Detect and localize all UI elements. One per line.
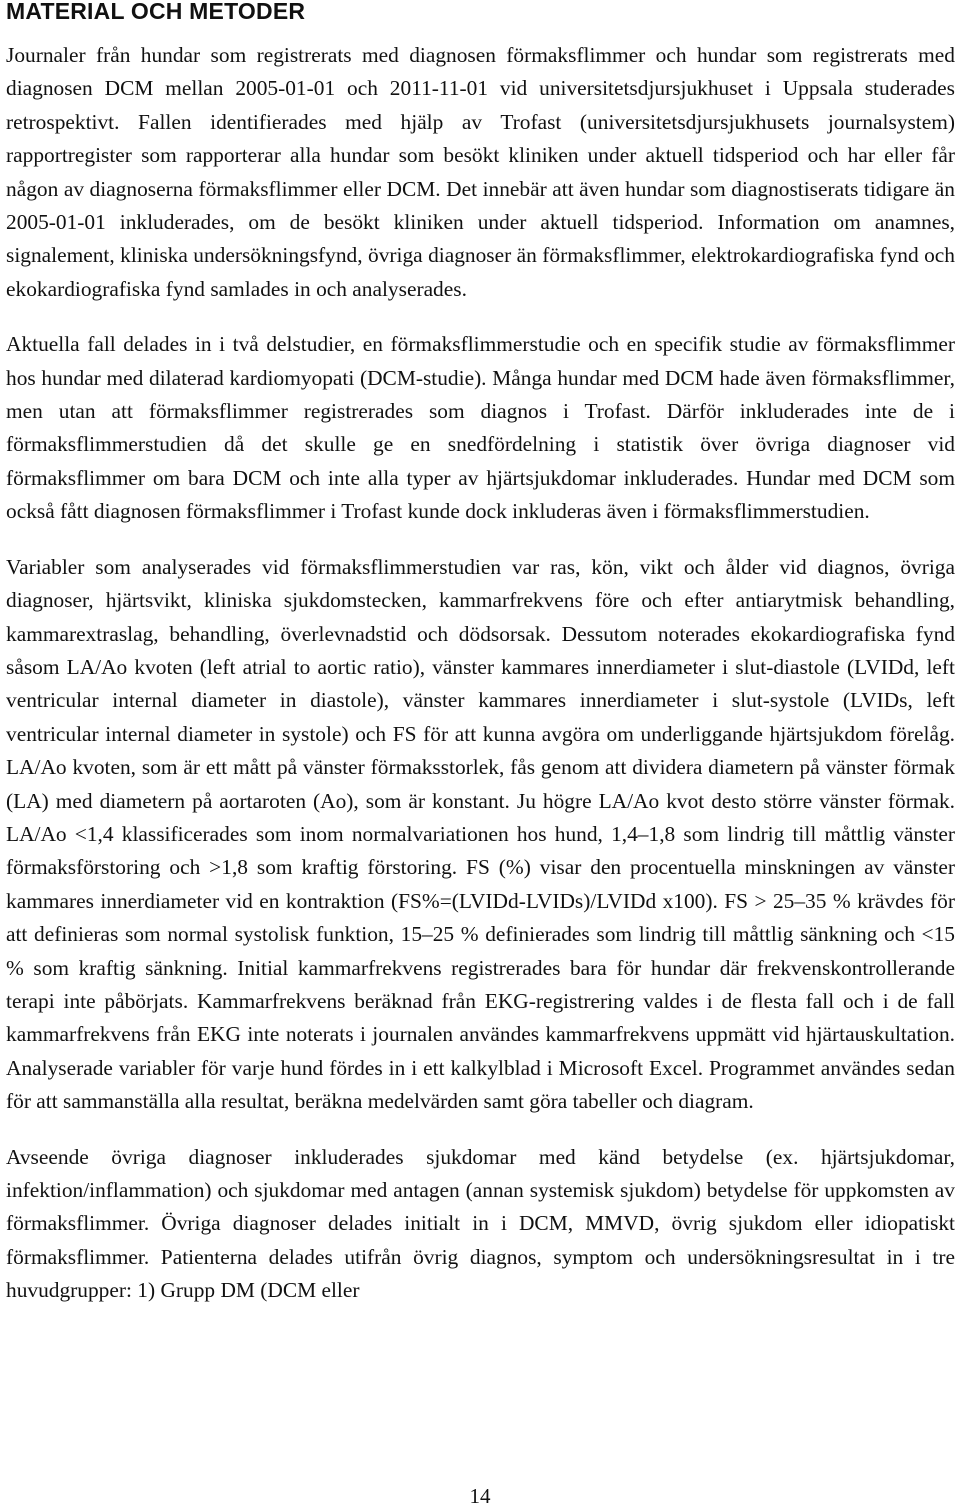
section-heading: MATERIAL OCH METODER bbox=[6, 0, 306, 24]
paragraph-data-collection: Journaler från hundar som registrerats med diagnosen förmaksflimmer och hundar som registrerats med diagnosen DCM mellan 2005-01-01 och 2011-11-01 vid universitetsdjursjukhuset i Uppsala studerades retrospektivt. Fallen identifierades med hjälp av Trofast (universitetsdjursjukhusets journalsystem) rapportregister som rapporterar alla hundar som besökt kliniken under aktuell tidsperiod och har eller får någon av diagnoserna förmaksflimmer eller DCM. Det innebär att även hundar som diagnostiserats tidigare än 2005-01-01 inkluderades, om de besökt kliniken under aktuell tidsperiod. Information om anamnes, signalement, kliniska undersökningsfynd, övriga diagnoser än förmaksflimmer, elektrokardiografiska fynd och ekokardiografiska fynd samlades in och analyserades. bbox=[6, 43, 955, 301]
paragraph-other-diagnoses: Avseende övriga diagnoser inkluderades sjukdomar med känd betydelse (ex. hjärtsjukdomar, infektion/inflammation) och sjukdomar med antagen (annan systemisk sjukdom) betydelse för uppkomsten av förmaksflimmer. Övriga diagnoser delades initialt in i DCM, MMVD, övrig sjukdom eller idiopatiskt förmaksflimmer. Patienterna delades utifrån övrig diagnos, symptom och undersökningsresultat in i tre huvudgrupper: 1) Grupp DM (DCM eller bbox=[6, 1144, 955, 1303]
page-number: 14 bbox=[469, 1484, 491, 1508]
paragraph-variables: Variabler som analyserades vid förmaksflimmerstudien var ras, kön, vikt och ålder vid diagnos, övriga diagnoser, hjärtsvikt, kliniska sjukdomstecken, kammarfrekvens före och efter antiarytmisk behandling, kammarextraslag, behandling, överlevnadstid och dödsorsak. Dessutom noterades ekokardiografiska fynd såsom LA/Ao kvoten (left atrial to aortic ratio), vänster kammares innerdiameter i slut-diastole (LVIDd, left ventricular internal diameter in diastole), vänster kammares innerdiameter i slut-systole (LVIDs, left ventricular internal diameter in systole) och FS för att kunna avgöra om underliggande hjärtsjukdom förelåg. LA/Ao kvoten, som är ett mått på vänster förmaksstorlek, fås genom att dividera diametern på vänster förmak (LA) med diametern på aortaroten (Ao), som är konstant. Ju högre LA/Ao kvot desto större vänster förmak. LA/Ao <1,4 klassificerades som inom normalvariationen hos hund, 1,4–1,8 som lindrig till måttlig vänster förmaksförstoring och >1,8 som kraftig förstoring. FS (%) visar den procentuella minskningen av vänster kammares innerdiameter vid en kontraktion (FS%=(LVIDd-LVIDs)/LVIDd x100). FS > 25–35 % krävdes för att definieras som normal systolisk funktion, 15–25 % definierades som lindrig till måttlig sänkning och <15 % som kraftig sänkning. Initial kammarfrekvens registrerades bara för hundar där frekvenskontrollerande terapi inte påbörjats. Kammarfrekvens beräknad från EKG-registrering valdes i de flesta fall och i de fall kammarfrekvens från EKG inte noterats i journalen användes kammarfrekvens uppmätt vid hjärtauskultation. Analyserade variabler för varje hund fördes in i ett kalkylblad i Microsoft Excel. Programmet användes sedan för att sammanställa alla resultat, beräkna medelvärden samt göra tabeller och diagram. bbox=[6, 554, 955, 1114]
paragraph-substudies: Aktuella fall delades in i två delstudier, en förmaksflimmerstudie och en specifik studie av förmaksflimmer hos hundar med dilaterad kardiomyopati (DCM-studie). Många hundar med DCM hade även förmaksflimmer, men utan att förmaksflimmer registrerades som diagnos i Trofast. Därför inkluderades inte de i förmaksflimmerstudien då det skulle ge en snedfördelning i statistik över övriga diagnoser vid förmaksflimmer om bara DCM och inte alla typer av hjärtsjukdomar inkluderades. Hundar med DCM som också fått diagnosen förmaksflimmer i Trofast kunde dock inkluderas även i förmaksflimmerstudien. bbox=[6, 332, 955, 524]
